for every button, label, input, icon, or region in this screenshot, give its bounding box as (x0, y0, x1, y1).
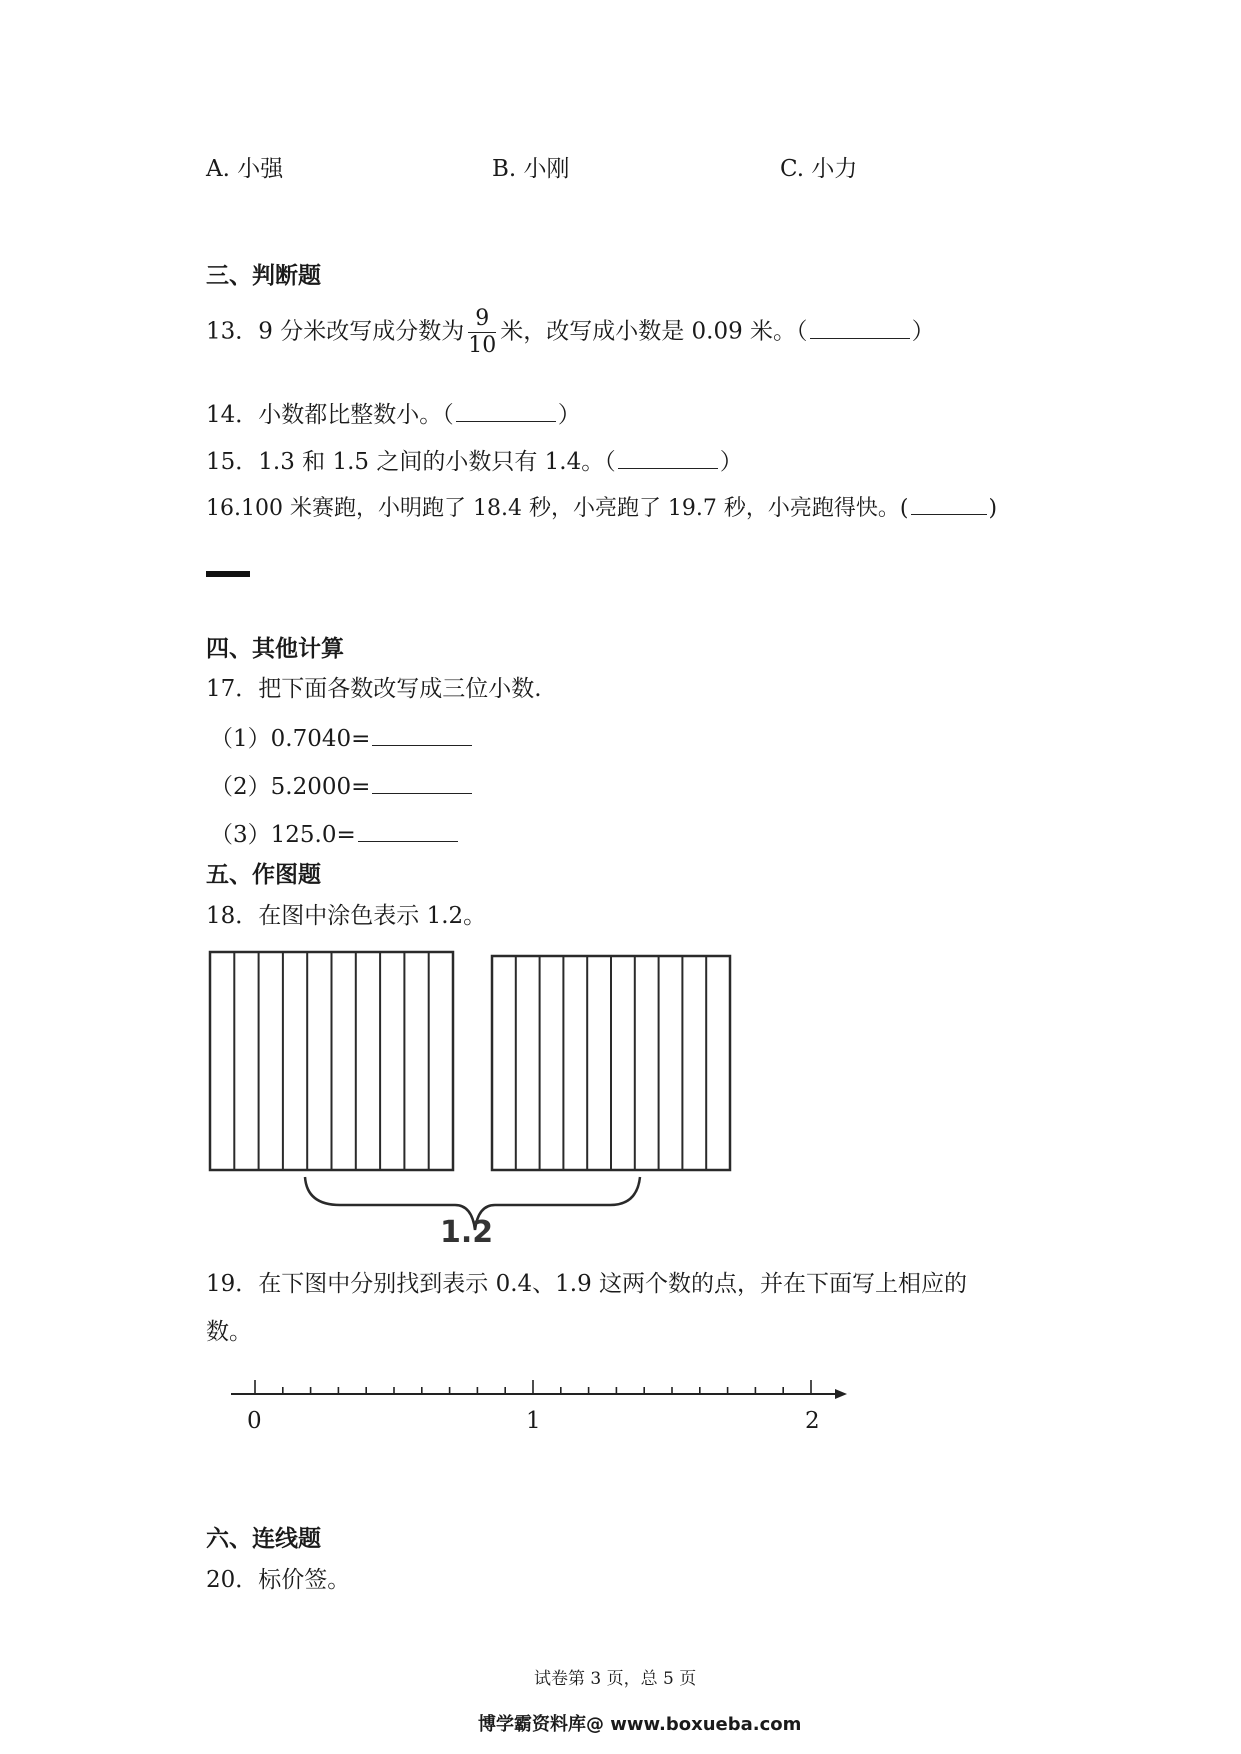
question-14 (206, 396, 581, 429)
q15-answer-blank[interactable] (618, 467, 718, 469)
q13-prefix: 13．9 分米改写成分数为 (206, 318, 465, 345)
section-5-title: 五、作图题 (206, 862, 321, 888)
q17-item-1-blank[interactable] (372, 744, 472, 746)
q17-item-3-text: （3）125.0= (210, 822, 356, 848)
q13-numerator: 9 (468, 306, 496, 333)
q17-item-2-text: （2）5.2000= (210, 774, 371, 800)
question-13 (206, 306, 935, 359)
axis-label-2: 2 (805, 1408, 820, 1434)
q17-item-2 (210, 768, 474, 801)
q17-item-3-blank[interactable] (358, 840, 458, 842)
q15-text: 15．1.3 和 1.5 之间的小数只有 1.4。（ (206, 449, 616, 475)
axis-ticks (255, 1380, 811, 1394)
page-footer: 试卷第 3 页，总 5 页 (534, 1669, 697, 1689)
q13-answer-blank[interactable] (810, 337, 910, 339)
question-17: 17．把下面各数改写成三位小数. (206, 676, 542, 702)
q13-suffix: 米，改写成小数是 0.09 米。（ (500, 318, 808, 345)
right-box-strips (516, 956, 706, 1170)
axis-label-1: 1 (526, 1408, 541, 1434)
section-6-title: 六、连线题 (206, 1526, 321, 1552)
separator-bar (206, 571, 250, 577)
q16-answer-blank[interactable] (911, 513, 987, 515)
axis-label-0: 0 (247, 1408, 262, 1434)
question-20: 20．标价签。 (206, 1567, 351, 1593)
q17-item-1 (210, 720, 474, 753)
q13-denominator: 10 (468, 333, 497, 358)
question-19-line-2: 数。 (206, 1319, 252, 1345)
question-16 (206, 491, 997, 522)
section-3-title: 三、判断题 (206, 263, 321, 289)
q17-item-1-text: （1）0.7040= (210, 726, 371, 752)
q14-text: 14．小数都比整数小。（ (206, 402, 454, 428)
left-box-strips (234, 952, 428, 1170)
q17-item-2-blank[interactable] (372, 792, 472, 794)
q13-fraction (468, 306, 496, 359)
axis-arrow (835, 1389, 847, 1399)
question-19-line-1: 19．在下图中分别找到表示 0.4、1.9 这两个数的点，并在下面写上相应的 (206, 1271, 968, 1297)
section-4-title: 四、其他计算 (206, 636, 344, 662)
shading-figure (200, 940, 740, 1240)
q13-close: ） (911, 318, 935, 345)
question-18: 18．在图中涂色表示 1.2。 (206, 903, 487, 929)
q14-close: ） (557, 402, 581, 428)
q16-text: 16.100 米赛跑，小明跑了 18.4 秒，小亮跑了 19.7 秒，小亮跑得快。( (206, 496, 909, 521)
question-15 (206, 443, 743, 476)
q17-item-3 (210, 816, 460, 849)
figure-label: 1.2 (440, 1215, 494, 1250)
q16-close: ) (988, 496, 998, 521)
option-b[interactable]: B. 小刚 (492, 156, 570, 182)
watermark: 博学霸资料库@ www.boxueba.com (478, 1714, 802, 1735)
q14-answer-blank[interactable] (456, 420, 556, 422)
q15-close: ） (719, 449, 743, 475)
option-a[interactable]: A. 小强 (206, 156, 284, 182)
option-c[interactable]: C. 小力 (780, 156, 858, 182)
